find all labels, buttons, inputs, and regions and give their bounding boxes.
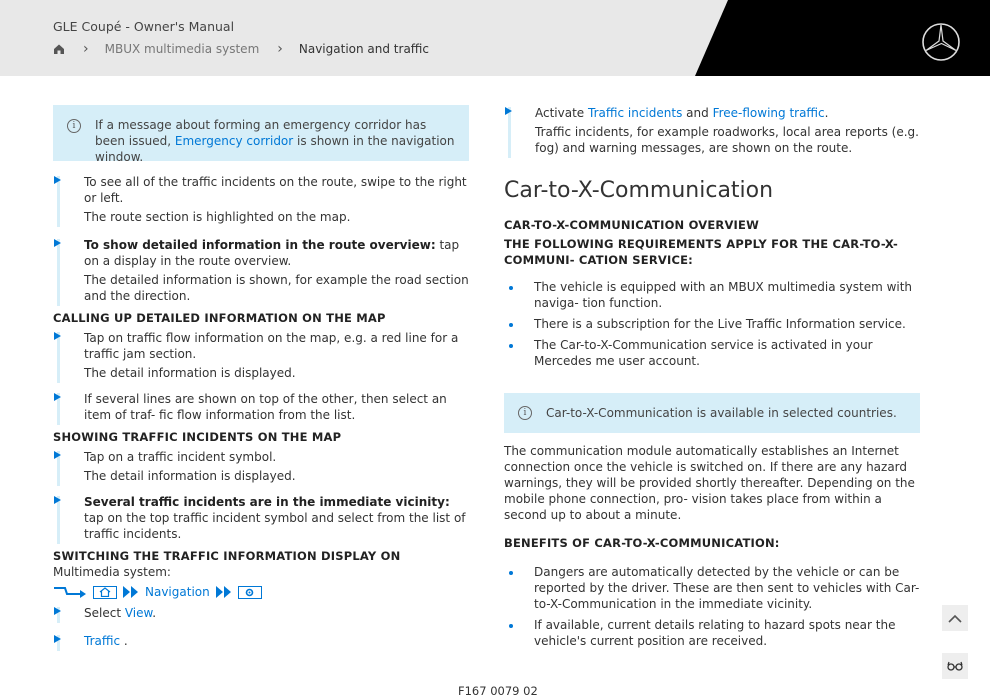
step-item: Tap on traffic flow information on the map, e.g. a red line for a traffic jam section. The detail information is displayed. <box>53 330 469 381</box>
mercedes-star-icon[interactable] <box>921 22 961 62</box>
step-item: Tap on a traffic incident symbol. The detail information is displayed. <box>53 449 469 484</box>
step-item: Several traffic incidents are in the immediate vicinity: tap on the top traffic incident symbol and select from the list of traffic incidents. <box>53 494 469 542</box>
step-arrow-icon <box>54 607 61 615</box>
figure-code: F167 0079 02 <box>458 684 538 698</box>
step-item: To see all of the traffic incidents on the route, swipe to the right or left. The route section is highlighted on the map. <box>53 174 469 225</box>
scroll-to-top-button[interactable] <box>942 605 968 631</box>
emergency-corridor-link[interactable]: Emergency corridor <box>174 134 294 148</box>
traffic-link[interactable]: Traffic <box>84 634 121 648</box>
info-icon: i <box>67 119 81 133</box>
navigation-link[interactable]: Navigation <box>145 585 210 599</box>
step-arrow-icon <box>505 107 512 115</box>
document-title: GLE Coupé - Owner's Manual <box>53 19 235 34</box>
info-box <box>53 105 469 164</box>
step-arrow-icon <box>54 176 61 184</box>
list-item: The Car-to-X-Communication service is activated in your Mercedes me user account. <box>504 337 920 369</box>
step-arrow-icon <box>54 635 61 643</box>
reading-mode-button[interactable] <box>942 653 968 679</box>
chevron-right-icon: › <box>277 41 283 57</box>
list-item: There is a subscription for the Live Traffic Information service. <box>504 316 920 332</box>
system-line: Multimedia system: <box>53 565 171 579</box>
home-button-icon[interactable] <box>93 586 117 599</box>
list-item: If available, current details relating to hazard spots near the vehicle's current position are received. <box>504 617 920 649</box>
glasses-icon <box>947 661 963 671</box>
menu-sequence <box>53 584 469 600</box>
step-arrow-icon <box>54 496 61 504</box>
view-link[interactable]: View <box>124 606 153 620</box>
section-heading: SHOWING TRAFFIC INCIDENTS ON THE MAP <box>53 430 342 444</box>
double-arrow-icon <box>216 586 232 598</box>
step-item: Traffic . <box>53 633 469 649</box>
step-arrow-icon <box>54 332 61 340</box>
info-box: i Car-to-X-Communication is available in selected countries. <box>504 393 920 433</box>
section-heading: CAR-TO-X-COMMUNICATION OVERVIEW <box>504 218 759 232</box>
section-heading: SWITCHING THE TRAFFIC INFORMATION DISPLAY ON <box>53 549 401 563</box>
description-paragraph: The communication module automatically establishes an Internet connection once the vehicle is switched on. If there are any hazard warnings, they will be provided shortly thereafter. Depending on the mobile phone connection, pro- vision takes place from within a second up to about a minute. <box>504 444 915 522</box>
info-icon: i <box>518 406 532 420</box>
double-arrow-icon <box>123 586 139 598</box>
step-arrow-icon <box>54 393 61 401</box>
section-title: Car-to-X-Communication <box>504 178 774 203</box>
traffic-incidents-link[interactable]: Traffic incidents <box>588 106 683 120</box>
section-heading: THE FOLLOWING REQUIREMENTS APPLY FOR THE CAR-TO-X-COMMUNI- CATION SERVICE: <box>504 237 898 267</box>
arrow-up-icon <box>948 614 962 623</box>
step-item: To show detailed information in the route overview: tap on a display in the route overview. The detailed information is shown, for example the road section and the direction. <box>53 237 469 304</box>
benefits-list <box>504 564 920 649</box>
section-heading: CALLING UP DETAILED INFORMATION ON THE MAP <box>53 311 386 325</box>
settings-gear-icon[interactable] <box>238 586 262 599</box>
free-flowing-traffic-link[interactable]: Free-flowing traffic <box>712 106 825 120</box>
left-column <box>53 105 469 649</box>
info-text: If a message about forming an emergency corridor has been issued, Emergency corridor is shown in the navigation window. <box>95 118 455 164</box>
section-heading: BENEFITS OF CAR-TO-X-COMMUNICATION: <box>504 536 780 550</box>
breadcrumb <box>53 42 429 56</box>
chevron-right-icon: › <box>83 41 89 57</box>
step-item: Select View. <box>53 605 469 621</box>
breadcrumb-item-current: Navigation and traffic <box>298 42 429 56</box>
start-arrow-icon <box>53 585 87 599</box>
step-item: Activate Traffic incidents and Free-flowing traffic. Traffic incidents, for example roadworks, local area reports (e.g. fog) and warning messages, are shown on the route. <box>504 105 920 156</box>
step-item: If several lines are shown on top of the other, then select an item of traf- fic flow information from the list. <box>53 391 469 423</box>
right-column <box>504 105 920 649</box>
list-item: The vehicle is equipped with an MBUX multimedia system with naviga- tion function. <box>504 279 920 311</box>
step-arrow-icon <box>54 239 61 247</box>
page-header <box>0 0 990 76</box>
breadcrumb-item[interactable]: MBUX multimedia system <box>104 42 260 56</box>
list-item: Dangers are automatically detected by the vehicle or can be reported by the driver. These are then sent to vehicles with Car-to-X-Communication in the immediate vicinity. <box>504 564 920 612</box>
home-icon[interactable] <box>53 43 65 55</box>
step-arrow-icon <box>54 451 61 459</box>
requirements-list <box>504 279 920 369</box>
